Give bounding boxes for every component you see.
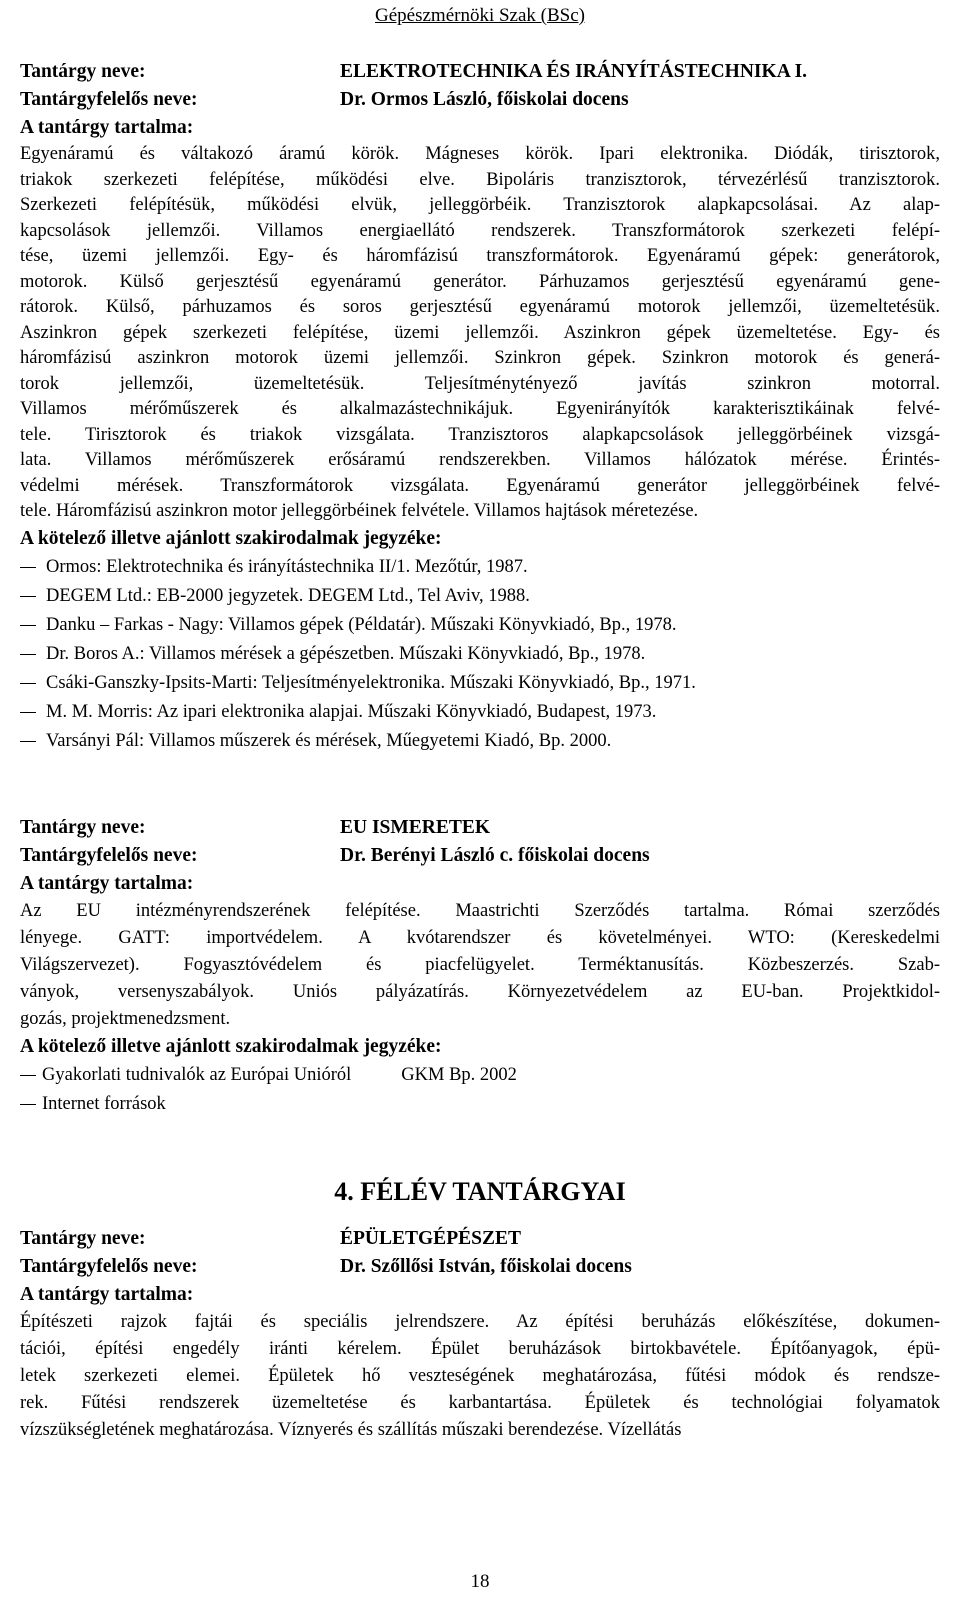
responsible-name: Dr. Ormos László, főiskolai docens (340, 89, 629, 110)
list-item: Ormos: Elektrotechnika és irányítástechnika II/1. Mezőtúr, 1987. (20, 553, 940, 582)
responsible-label: Tantárgyfelelős neve: (20, 844, 198, 866)
course-content (20, 142, 940, 525)
list-item: Gyakorlati tudnivalók az Európai Unióról GKM Bp. 2002 (20, 1061, 940, 1090)
list-item: Varsányi Pál: Villamos műszerek és mérések, Műegyetemi Kiadó, Bp. 2000. (20, 727, 940, 756)
content-line: rátorok. Külső, párhuzamos és soros gerjesztésű egyenáramú motorok jellemzői, üzemeltetésük. (20, 297, 940, 317)
content-line: gozás, projektmenedzsment. (20, 1008, 231, 1029)
course-content (20, 1309, 940, 1444)
subject-name: ELEKTROTECHNIKA ÉS IRÁNYÍTÁSTECHNIKA I. (340, 61, 808, 82)
content-line: rek. Fűtési rendszerek üzemeltetése és karbantartása. Épületek és technológiai folyamatok (20, 1392, 940, 1413)
literature-label: A kötelező illetve ajánlott szakirodalmak jegyzéke: (20, 1035, 442, 1057)
content-line: védelmi mérések. Transzformátorok vizsgálata. Egyenáramú generátor jelleggörbéinek felvé- (20, 475, 940, 496)
content-line: tele. Tirisztorok és triakok vizsgálata. Tranzisztoros alapkapcsolások jelleggörbéinek vizsgá- (20, 424, 940, 445)
content-line: ványok, versenyszabályok. Uniós pályázatírás. Környezetvédelem az EU-ban. Projektkidol- (20, 981, 940, 1002)
content-line: háromfázisú aszinkron motorok üzemi jellemzői. Szinkron gépek. Szinkron motorok és generá- (20, 348, 940, 368)
responsible-name: Dr. Szőllősi István, főiskolai docens (340, 1255, 632, 1277)
content-line: Az EU intézményrendszerének felépítése. Maastrichti Szerződés tartalma. Római szerződés (20, 900, 940, 921)
responsible-label: Tantárgyfelelős neve: (20, 1255, 198, 1277)
course-block-1 (20, 58, 940, 756)
content-line: Egyenáramú és váltakozó áramú körök. Mágneses körök. Ipari elektronika. Diódák, tirisztorok, (20, 144, 940, 164)
course-block-2 (20, 814, 940, 1119)
subject-row (20, 814, 940, 842)
literature-list (20, 1061, 940, 1119)
content-line: Világszervezet). Fogyasztóvédelem és piacfelügyelet. Terméktanusítás. Közbeszerzés. Szab- (20, 954, 940, 975)
content-line: torok jellemzői, üzemeltetésük. Teljesítménytényező javítás szinkron motorral. (20, 373, 940, 394)
content-line: Építészeti rajzok fajtái és speciális jelrendszere. Az építési beruházás előkészítése, dokumen- (20, 1311, 940, 1332)
page-header: Gépészmérnöki Szak (BSc) (375, 5, 585, 26)
content-label: A tantárgy tartalma: (20, 872, 194, 894)
course-content (20, 898, 940, 1033)
content-line: Szerkezeti felépítésük, működési elvük, jelleggörbéik. Tranzisztorok alapkapcsolásai. Az alap- (20, 195, 940, 215)
responsible-row (20, 86, 940, 114)
subject-label: Tantárgy neve: (20, 1227, 146, 1249)
list-item: DEGEM Ltd.: EB-2000 jegyzetek. DEGEM Ltd., Tel Aviv, 1988. (20, 582, 940, 611)
dash-bullet (20, 1090, 38, 1119)
literature-label: A kötelező illetve ajánlott szakirodalmak jegyzéke: (20, 527, 442, 549)
content-line: letek szerkezeti elemei. Épületek hő veszteségének meghatározása, fűtési módok és rendsze- (20, 1365, 940, 1386)
content-line: tációi, építési engedély iránti kérelem. Épület beruházások birtokbavétele. Építőanyagok, épü- (20, 1338, 940, 1359)
dash-bullet (20, 727, 42, 756)
content-line: lata. Villamos mérőműszerek erősáramú rendszerekben. Villamos hálózatok mérése. Érintés- (20, 450, 940, 470)
dash-bullet (20, 582, 42, 611)
list-item: Dr. Boros A.: Villamos mérések a gépészetben. Műszaki Könyvkiadó, Bp., 1978. (20, 640, 940, 669)
dash-bullet (20, 669, 42, 698)
subject-label: Tantárgy neve: (20, 61, 146, 82)
dash-bullet (20, 553, 42, 582)
dash-bullet (20, 640, 42, 669)
content-line: Villamos mérőműszerek és alkalmazástechnikájuk. Egyenirányítók karakterisztikáinak felvé- (20, 399, 940, 419)
list-item: Csáki-Ganszky-Ipsits-Marti: Teljesítményelektronika. Műszaki Könyvkiadó, Bp., 1971. (20, 669, 940, 698)
content-line: Aszinkron gépek szerkezeti felépítése, üzemi jellemzői. Aszinkron gépek üzemeltetése. Egy- és (20, 322, 940, 343)
content-line: tése, üzemi jellemzői. Egy- és háromfázisú transzformátorok. Egyenáramú gépek: generátorok, (20, 246, 940, 266)
content-label: A tantárgy tartalma: (20, 117, 194, 138)
list-item: Internet források (20, 1090, 940, 1119)
responsible-row (20, 1253, 940, 1281)
content-label: A tantárgy tartalma: (20, 1283, 194, 1305)
subject-row (20, 1225, 940, 1253)
list-item: M. M. Morris: Az ipari elektronika alapjai. Műszaki Könyvkiadó, Budapest, 1973. (20, 698, 940, 727)
subject-name: EU ISMERETEK (340, 816, 491, 838)
section-title: 4. FÉLÉV TANTÁRGYAI (334, 1176, 626, 1206)
responsible-row (20, 842, 940, 870)
content-line: motorok. Külső gerjesztésű egyenáramú generátor. Párhuzamos gerjesztésű egyenáramú gene- (20, 271, 940, 292)
content-line: triakok szerkezeti felépítése, működési elve. Bipoláris tranzisztorok, térvezérlésű tranzisztorok. (20, 169, 940, 190)
dash-bullet (20, 1061, 38, 1090)
responsible-name: Dr. Berényi László c. főiskolai docens (340, 844, 650, 866)
dash-bullet (20, 698, 42, 727)
content-line: lényege. GATT: importvédelem. A kvótarendszer és követelményei. WTO: (Kereskedelmi (20, 927, 940, 948)
dash-bullet (20, 611, 42, 640)
content-line: tele. Háromfázisú aszinkron motor jelleggörbéinek felvétele. Villamos hajtások méretezése. (20, 501, 699, 521)
content-line: kapcsolások jellemzői. Villamos energiaellátó rendszerek. Transzformátorok szerkezeti felépí- (20, 220, 940, 241)
responsible-label: Tantárgyfelelős neve: (20, 89, 198, 110)
subject-name: ÉPÜLETGÉPÉSZET (340, 1227, 521, 1249)
subject-label: Tantárgy neve: (20, 816, 146, 838)
subject-row (20, 58, 940, 86)
literature-list (20, 553, 940, 756)
list-item: Danku – Farkas - Nagy: Villamos gépek (Példatár). Műszaki Könyvkiadó, Bp., 1978. (20, 611, 940, 640)
document-page (20, 0, 940, 1444)
content-line: vízszükségletének meghatározása. Víznyerés és szállítás műszaki berendezése. Vízellátás (20, 1419, 682, 1440)
page-number: 18 (470, 1571, 490, 1592)
course-block-3 (20, 1225, 940, 1444)
